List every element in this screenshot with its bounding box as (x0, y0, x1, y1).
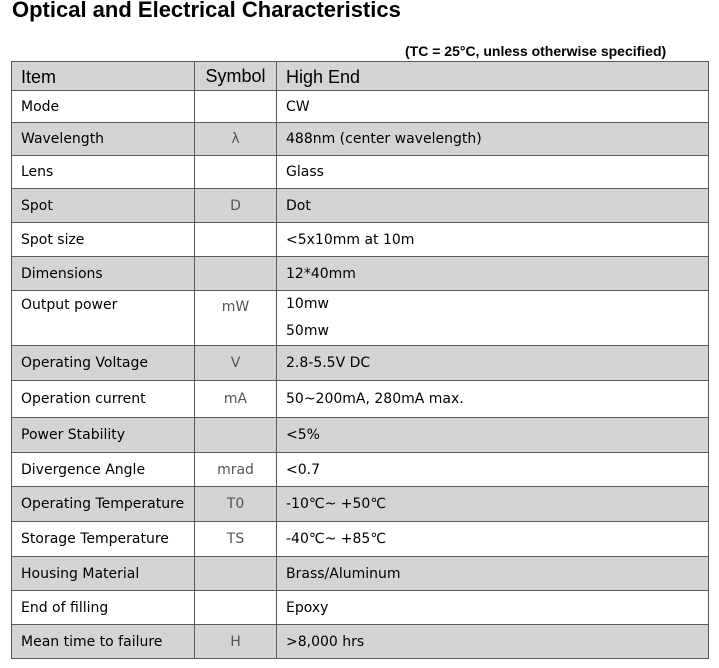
item-cell: End of filling (12, 591, 195, 625)
symbol-cell: mrad (195, 453, 277, 487)
value-line: 10mw (286, 296, 329, 312)
table-row (12, 487, 709, 522)
value-cell: <5x10mm at 10m (277, 223, 709, 257)
symbol-cell: H (195, 625, 277, 659)
symbol-cell: mA (195, 381, 277, 418)
table-row (12, 522, 709, 557)
conditions-note: (TC = 25°C, unless otherwise specified) (405, 43, 667, 59)
value-cell: 50~200mA, 280mA max. (277, 381, 709, 418)
item-cell: Spot (12, 189, 195, 223)
item-cell: Dimensions (12, 257, 195, 291)
characteristics-table (11, 61, 709, 659)
header-symbol: Symbol (195, 62, 277, 91)
item-cell: Storage Temperature (12, 522, 195, 557)
value-cell: -10℃~ +50℃ (277, 487, 709, 522)
header-row (12, 62, 709, 91)
table-row (12, 591, 709, 625)
symbol-cell (195, 591, 277, 625)
table-row (12, 123, 709, 156)
table-row (12, 257, 709, 291)
table-row (12, 453, 709, 487)
symbol-cell (195, 418, 277, 453)
value-cell: Glass (277, 156, 709, 189)
symbol-cell (195, 223, 277, 257)
item-cell: Operating Voltage (12, 346, 195, 381)
symbol-cell (195, 91, 277, 123)
item-cell: Mean time to failure (12, 625, 195, 659)
header-item: Item (12, 62, 195, 91)
header-high-end: High End (277, 62, 709, 91)
symbol-cell: T0 (195, 487, 277, 522)
item-cell: Divergence Angle (12, 453, 195, 487)
value-cell: 488nm (center wavelength) (277, 123, 709, 156)
table-row (12, 346, 709, 381)
item-cell: Wavelength (12, 123, 195, 156)
item-cell: Housing Material (12, 557, 195, 591)
value-cell: 2.8-5.5V DC (277, 346, 709, 381)
symbol-cell (195, 156, 277, 189)
item-cell: Mode (12, 91, 195, 123)
symbol-cell: D (195, 189, 277, 223)
table-row (12, 418, 709, 453)
item-cell: Output power (12, 291, 195, 346)
value-cell: >8,000 hrs (277, 625, 709, 659)
table-row (12, 189, 709, 223)
item-cell: Power Stability (12, 418, 195, 453)
symbol-cell: λ (195, 123, 277, 156)
table-row (12, 156, 709, 189)
value-cell (277, 291, 709, 346)
table-row (12, 291, 709, 346)
value-cell: CW (277, 91, 709, 123)
page-title: Optical and Electrical Characteristics (12, 0, 401, 22)
symbol-cell: mW (195, 291, 277, 346)
table-row (12, 625, 709, 659)
value-cell: <5% (277, 418, 709, 453)
table-row (12, 91, 709, 123)
item-cell: Lens (12, 156, 195, 189)
value-cell: <0.7 (277, 453, 709, 487)
item-cell: Operating Temperature (12, 487, 195, 522)
value-cell: Dot (277, 189, 709, 223)
item-cell: Spot size (12, 223, 195, 257)
value-cell: Brass/Aluminum (277, 557, 709, 591)
symbol-cell (195, 257, 277, 291)
symbol-cell: TS (195, 522, 277, 557)
table-row (12, 223, 709, 257)
item-cell: Operation current (12, 381, 195, 418)
value-cell: 12*40mm (277, 257, 709, 291)
value-cell: -40℃~ +85℃ (277, 522, 709, 557)
value-line: 50mw (286, 323, 329, 339)
table-row (12, 381, 709, 418)
value-cell: Epoxy (277, 591, 709, 625)
symbol-cell: V (195, 346, 277, 381)
symbol-cell (195, 557, 277, 591)
table-row (12, 557, 709, 591)
